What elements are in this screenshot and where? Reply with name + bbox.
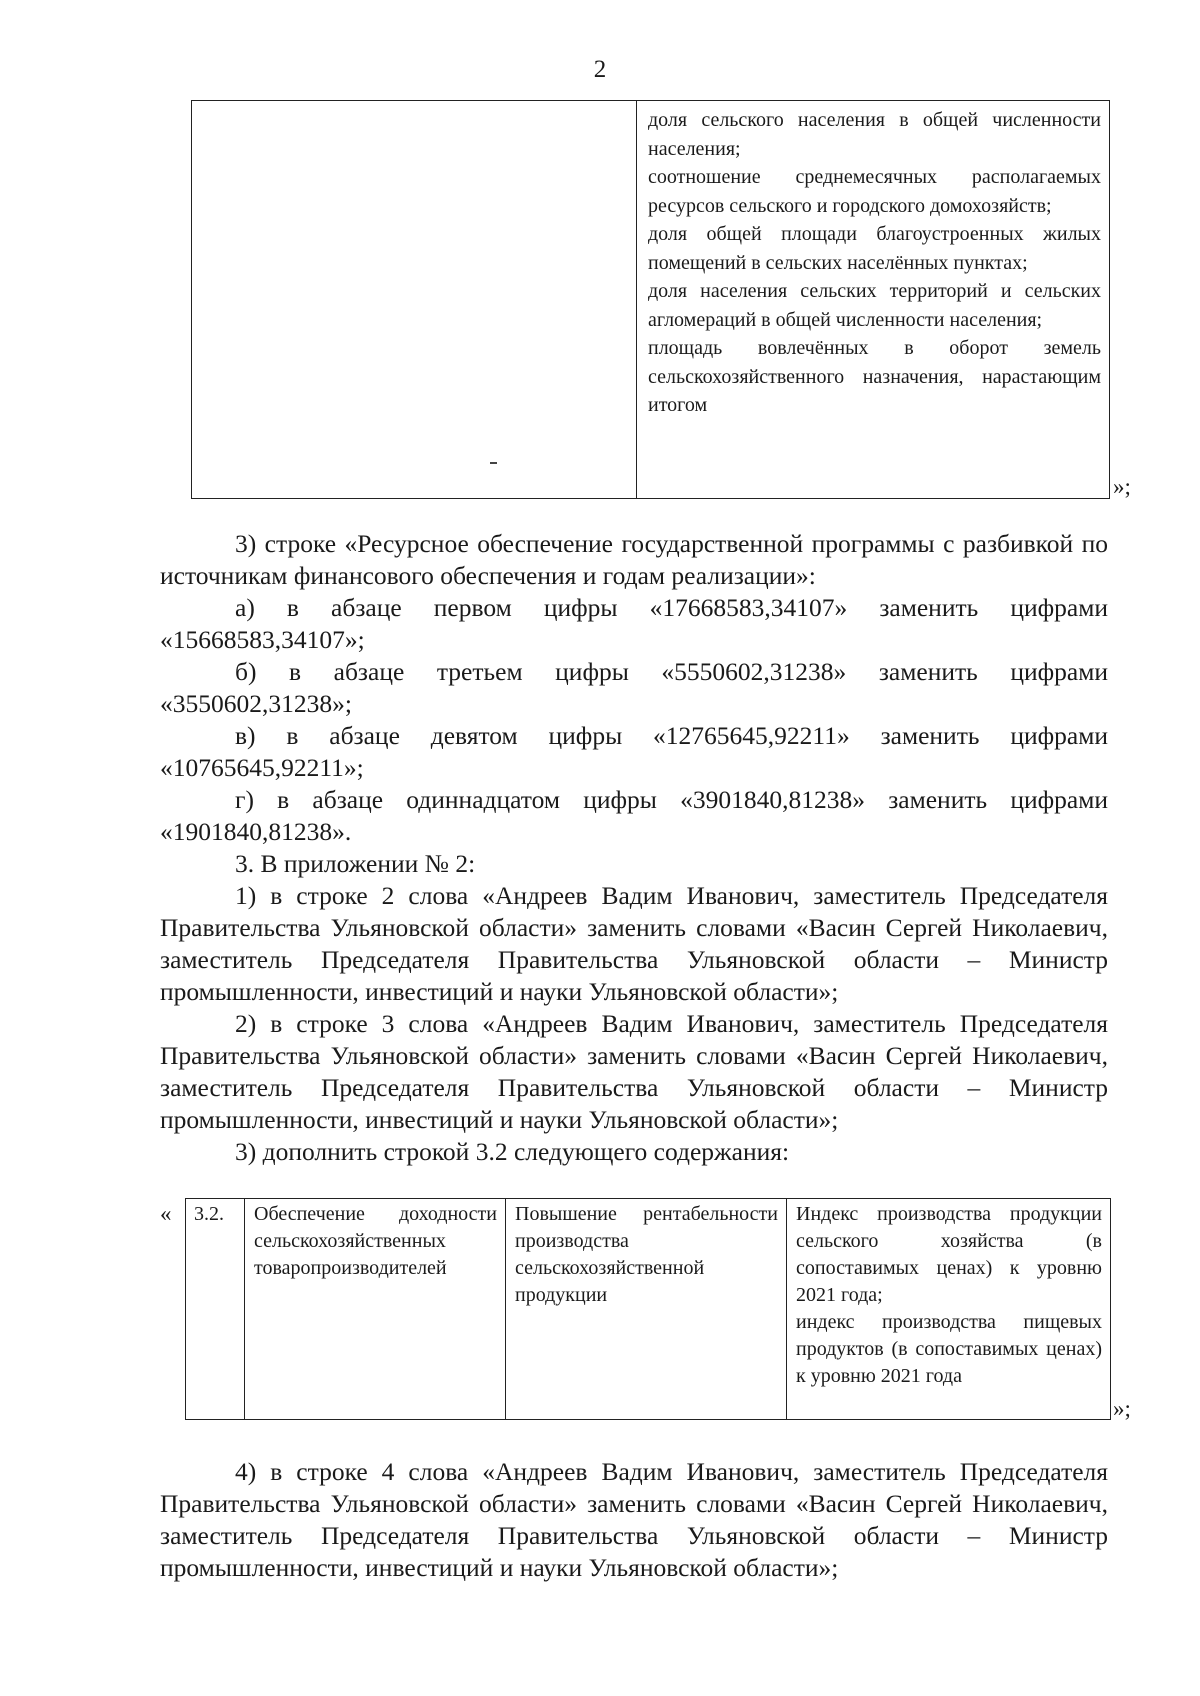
section-heading-3: 3. В приложении № 2: <box>235 849 476 878</box>
indicator-item: доля общей площади благоустроенных жилых помещений в сельских населённых пунктах; <box>648 223 1101 274</box>
scan-mark <box>490 462 497 464</box>
row-number: 3.2. <box>194 1203 224 1225</box>
closing-quote: »; <box>1113 474 1131 499</box>
paragraph-subitem-v: в) в абзаце девятом цифры «12765645,92211» заменить цифрами «10765645,92211»; <box>160 721 1108 782</box>
paragraph-subitem-a: а) в абзаце первом цифры «17668583,34107» заменить цифрами «15668583,34107»; <box>160 593 1108 654</box>
table-cell-indicators <box>637 101 1109 498</box>
paragraph-item-2: 2) в строке 3 слова «Андреев Вадим Иванович, заместитель Председателя Правительства Ульяновской области» заменить словами «Васин Сергей Николаевич, заместитель Председателя Правительства Ульяновской области – Министр промышленности, инвестиций и науки Ульяновской области»; <box>160 1009 1108 1134</box>
closing-quote: »; <box>1113 1396 1131 1421</box>
indicator-item: индекс производства пищевых продуктов (в сопоставимых ценах) к уровню 2021 года <box>796 1311 1102 1387</box>
opening-quote: « <box>160 1201 172 1226</box>
paragraph-subitem-b: б) в абзаце третьем цифры «5550602,31238» заменить цифрами «3550602,31238»; <box>160 657 1108 718</box>
paragraph-item-1: 1) в строке 2 слова «Андреев Вадим Иванович, заместитель Председателя Правительства Ульяновской области» заменить словами «Васин Сергей Николаевич, заместитель Председателя Правительства Ульяновской области – Министр промышленности, инвестиций и науки Ульяновской области»; <box>160 881 1108 1006</box>
indicator-item: Индекс производства продукции сельского хозяйства (в сопоставимых ценах) к уровню 2021 года; <box>796 1203 1102 1306</box>
paragraph-subitem-g: г) в абзаце одиннадцатом цифры «3901840,81238» заменить цифрами «1901840,81238». <box>160 785 1108 846</box>
paragraph-item-3-add: 3) дополнить строкой 3.2 следующего содержания: <box>235 1137 790 1166</box>
indicator-item: соотношение среднемесячных располагаемых ресурсов сельского и городского домохозяйств; <box>648 166 1101 217</box>
indicator-item: площадь вовлечённых в оборот земель сельскохозяйственного назначения, нарастающим итогом <box>648 337 1101 416</box>
paragraph-item-3: 3) строке «Ресурсное обеспечение государственной программы с разбивкой по источникам финансового обеспечения и годам реализации»: <box>160 529 1108 590</box>
task-text: Повышение рентабельности производства сельскохозяйственной продукции <box>515 1203 778 1306</box>
page-number: 2 <box>593 56 607 83</box>
paragraph-item-4: 4) в строке 4 слова «Андреев Вадим Иванович, заместитель Председателя Правительства Ульяновской области» заменить словами «Васин Сергей Николаевич, заместитель Председателя Правительства Ульяновской области – Министр промышленности, инвестиций и науки Ульяновской области»; <box>160 1457 1108 1582</box>
table-cell-empty <box>192 101 637 498</box>
program-row-table <box>185 1198 1111 1420</box>
indicators-table-fragment <box>191 100 1110 499</box>
table-cell-goal <box>245 1199 506 1419</box>
table-cell-task <box>506 1199 787 1419</box>
table-cell-indicators <box>787 1199 1110 1419</box>
goal-text: Обеспечение доходности сельскохозяйственных товаропроизводителей <box>254 1203 497 1279</box>
indicator-item: доля населения сельских территорий и сельских агломераций в общей численности населения; <box>648 280 1101 331</box>
indicator-item: доля сельского населения в общей численности населения; <box>648 109 1101 160</box>
table-cell-number <box>186 1199 245 1419</box>
